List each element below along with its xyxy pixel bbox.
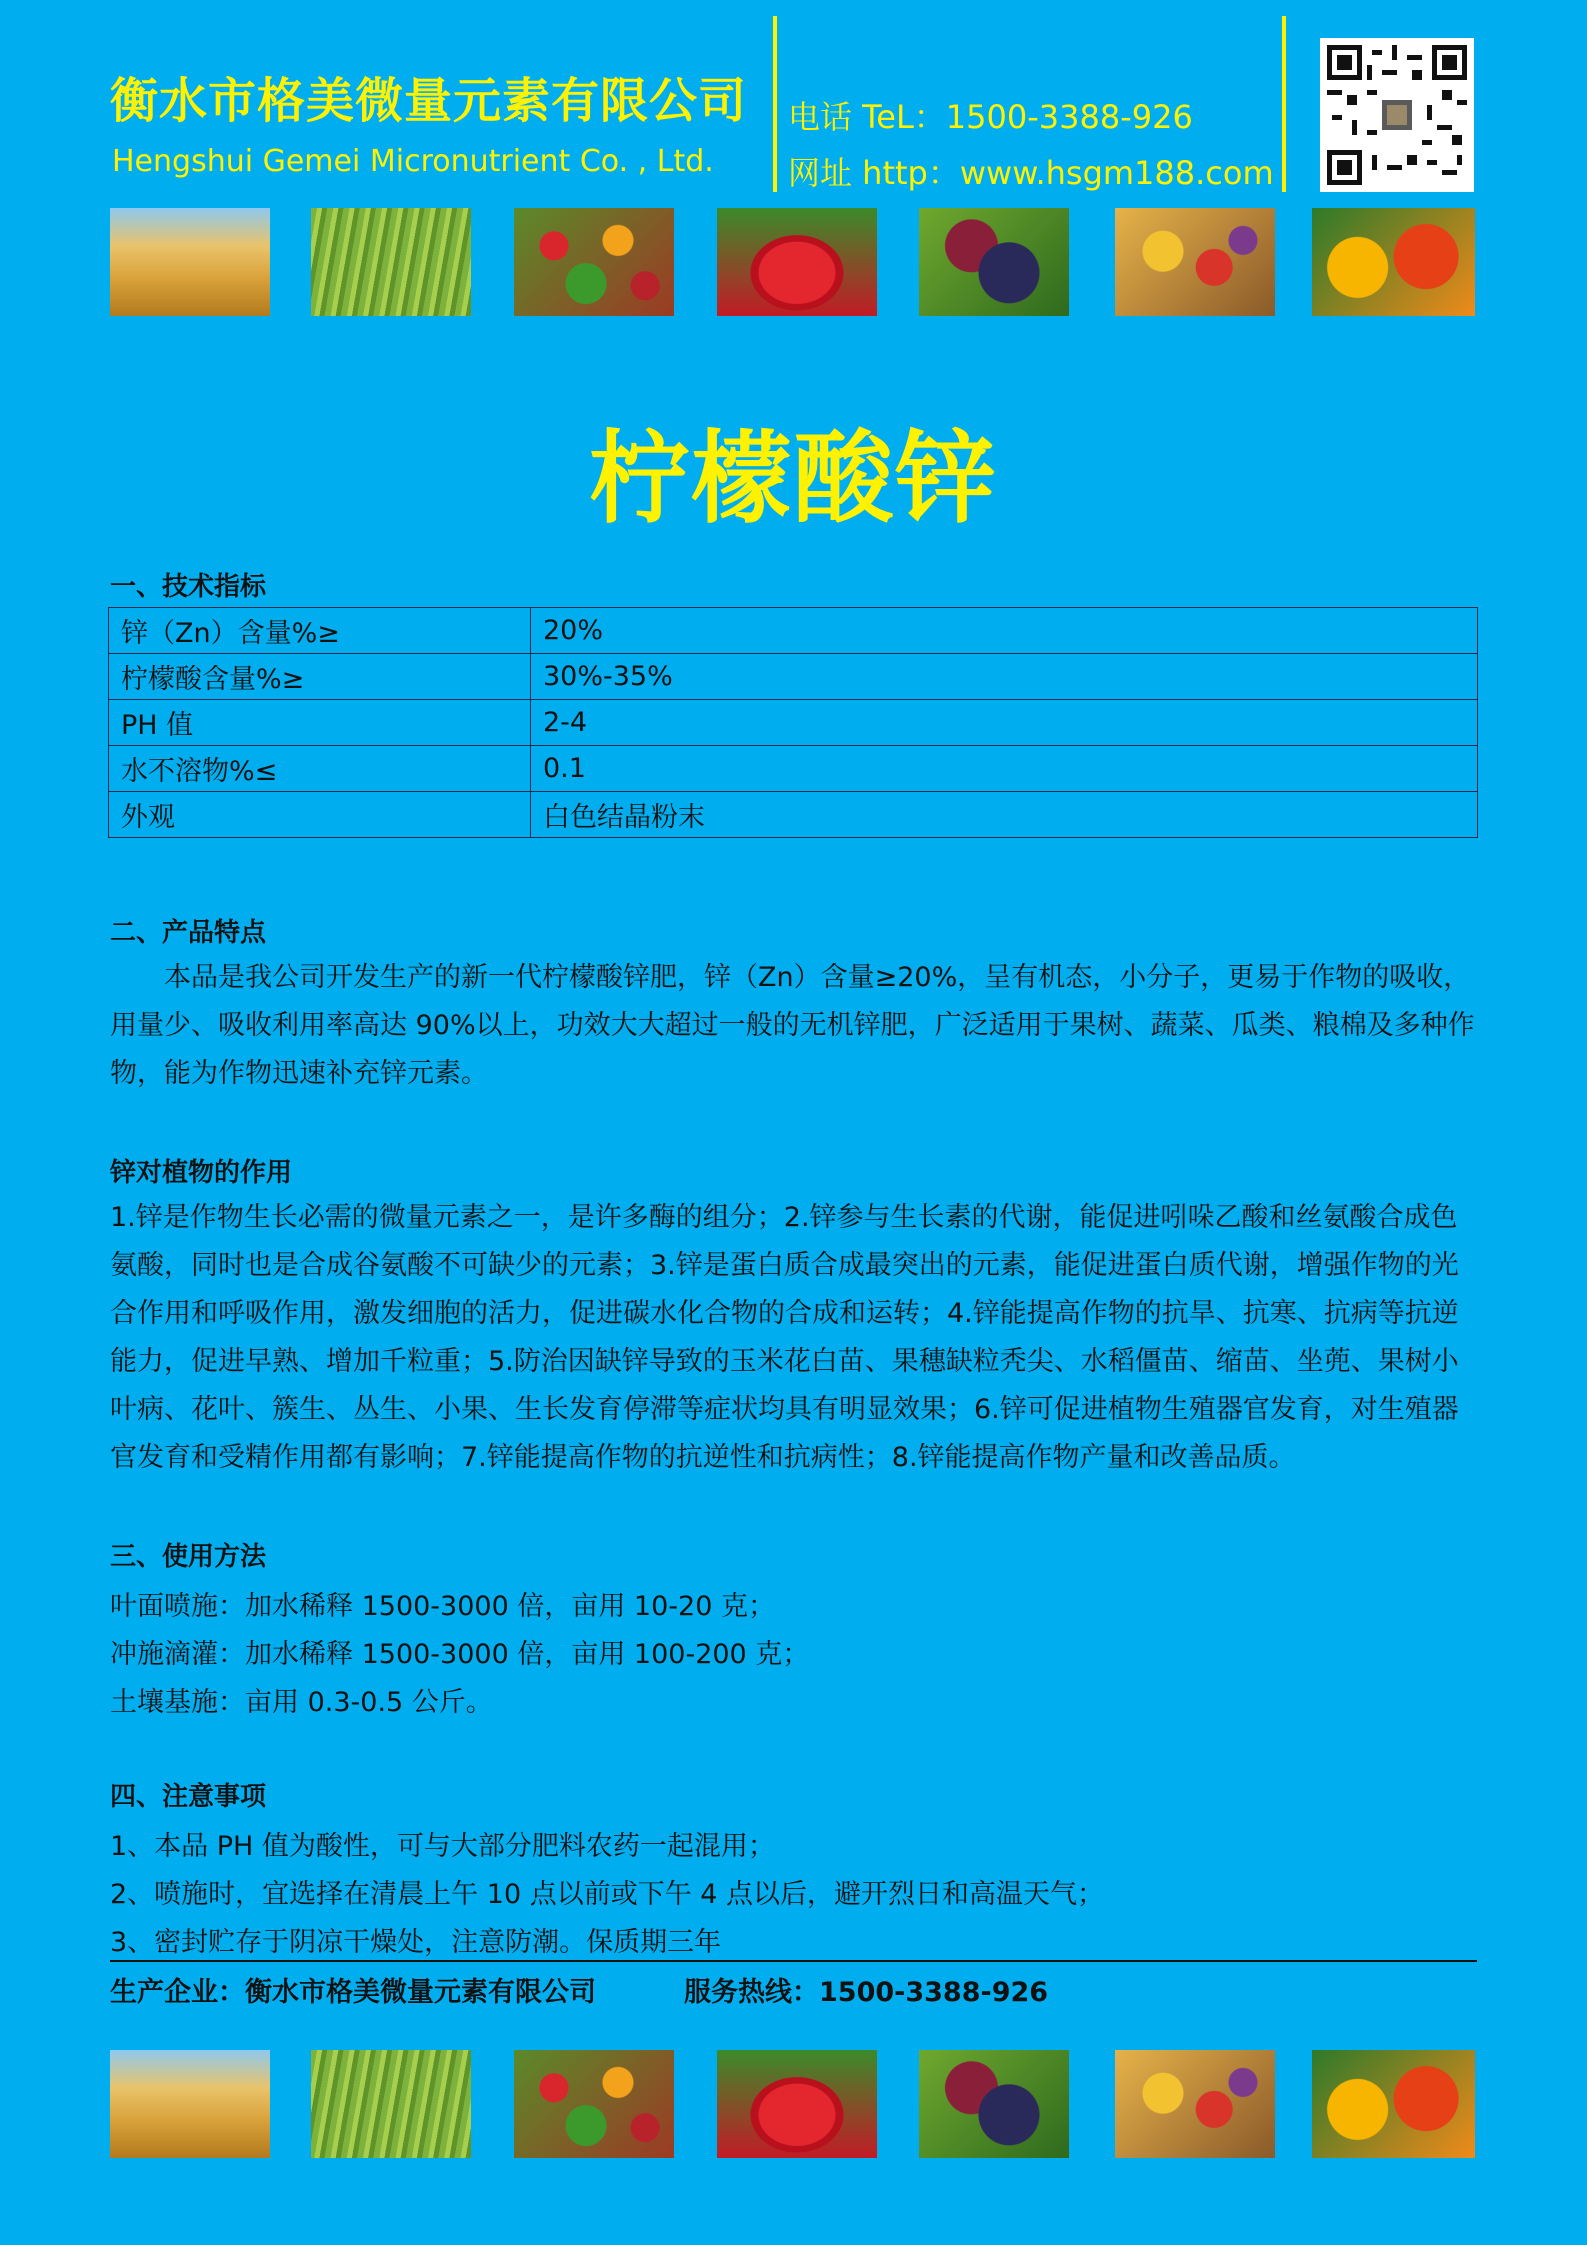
grapes-photo (919, 208, 1069, 316)
spec-value: 0.1 (531, 746, 1478, 792)
features-paragraph: 本品是我公司开发生产的新一代柠檬酸锌肥，锌（Zn）含量≥20%，呈有机态，小分子，更易于作物的吸收，用量少、吸收利用率高达 90%以上，功效大大超过一般的无机锌肥，广泛适用于果树、蔬菜、瓜类、粮棉及多种作物，能为作物迅速补充锌元素。 (110, 962, 1475, 1089)
note-line: 2、喷施时，宜选择在清晨上午 10 点以前或下午 4 点以后，避开烈日和高温天气； (110, 1879, 1105, 1910)
company-name-en: Hengshui Gemei Micronutrient Co. , Ltd. (112, 144, 714, 179)
vegetables-photo (514, 2050, 674, 2158)
website-link[interactable]: 网址 http：www.hsgm188.com (788, 154, 1274, 192)
table-row (109, 608, 1478, 654)
section-heading-zinc-effect: 锌对植物的作用 (110, 1158, 293, 1188)
spec-key: 水不溶物%≤ (109, 746, 531, 792)
phone-number: 电话 TeL：1500-3388-926 (788, 98, 1193, 136)
spec-key: PH 值 (109, 700, 531, 746)
producer-label: 生产企业：衡水市格美微量元素有限公司 (110, 1977, 596, 2008)
table-row (109, 654, 1478, 700)
footer-divider (110, 1960, 1477, 1962)
grapes-photo (919, 2050, 1069, 2158)
note-line: 1、本品 PH 值为酸性，可与大部分肥料农药一起混用； (110, 1831, 775, 1862)
section-heading-notes: 四、注意事项 (110, 1782, 267, 1812)
note-line: 3、密封贮存于阴凉干燥处，注意防潮。保质期三年 (110, 1927, 722, 1958)
section-heading-features: 二、产品特点 (110, 918, 267, 948)
crop-photo-strip-top (110, 208, 1475, 316)
table-row (109, 746, 1478, 792)
header-divider (773, 16, 777, 192)
table-row (109, 792, 1478, 838)
strawberry-photo (717, 208, 877, 316)
company-name-cn: 衡水市格美微量元素有限公司 (110, 73, 748, 129)
spec-value: 20% (531, 608, 1478, 654)
rice-photo (311, 2050, 471, 2158)
product-title: 柠檬酸锌 (589, 420, 998, 537)
wheat-photo (110, 2050, 270, 2158)
hotline-label: 服务热线：1500-3388-926 (684, 1977, 1049, 2008)
header-divider (1282, 16, 1286, 192)
crop-photo-strip-bottom (110, 2050, 1475, 2158)
strawberry-photo (717, 2050, 877, 2158)
usage-line: 叶面喷施：加水稀释 1500-3000 倍，亩用 10-20 克； (110, 1591, 775, 1622)
table-row (109, 700, 1478, 746)
section-heading-usage: 三、使用方法 (110, 1542, 267, 1572)
vegetables-photo (514, 208, 674, 316)
usage-line: 冲施滴灌：加水稀释 1500-3000 倍，亩用 100-200 克； (110, 1639, 810, 1670)
spec-value: 30%-35% (531, 654, 1478, 700)
mixed-fruit-photo (1115, 208, 1275, 316)
spec-key: 外观 (109, 792, 531, 838)
oranges-photo (1312, 2050, 1475, 2158)
spec-key: 锌（Zn）含量%≥ (109, 608, 531, 654)
usage-line: 土壤基施：亩用 0.3-0.5 公斤。 (110, 1687, 493, 1718)
mixed-fruit-photo (1115, 2050, 1275, 2158)
spec-value: 白色结晶粉末 (531, 792, 1478, 838)
oranges-photo (1312, 208, 1475, 316)
rice-photo (311, 208, 471, 316)
zinc-effect-paragraph: 1.锌是作物生长必需的微量元素之一，是许多酶的组分；2.锌参与生长素的代谢，能促进吲哚乙酸和丝氨酸合成色氨酸，同时也是合成谷氨酸不可缺少的元素；3.锌是蛋白质合成最突出的元素，能促进蛋白质代谢，增强作物的光合作用和呼吸作用，激发细胞的活力，促进碳水化合物的合成和运转；4.锌能提高作物的抗旱、抗寒、抗病等抗逆能力，促进早熟、增加千粒重；5.防治因缺锌导致的玉米花白苗、果穗缺粒秃尖、水稻僵苗、缩苗、坐蔸、果树小叶病、花叶、簇生、丛生、小果、生长发育停滞等症状均具有明显效果；6.锌可促进植物生殖器官发育，对生殖器官发育和受精作用都有影响；7.锌能提高作物的抗逆性和抗病性；8.锌能提高作物产量和改善品质。 (110, 1202, 1459, 1473)
spec-key: 柠檬酸含量%≥ (109, 654, 531, 700)
spec-value: 2-4 (531, 700, 1478, 746)
section-heading-specs: 一、技术指标 (110, 572, 267, 602)
spec-table (108, 607, 1478, 838)
qr-code-icon (1320, 38, 1474, 192)
wheat-photo (110, 208, 270, 316)
